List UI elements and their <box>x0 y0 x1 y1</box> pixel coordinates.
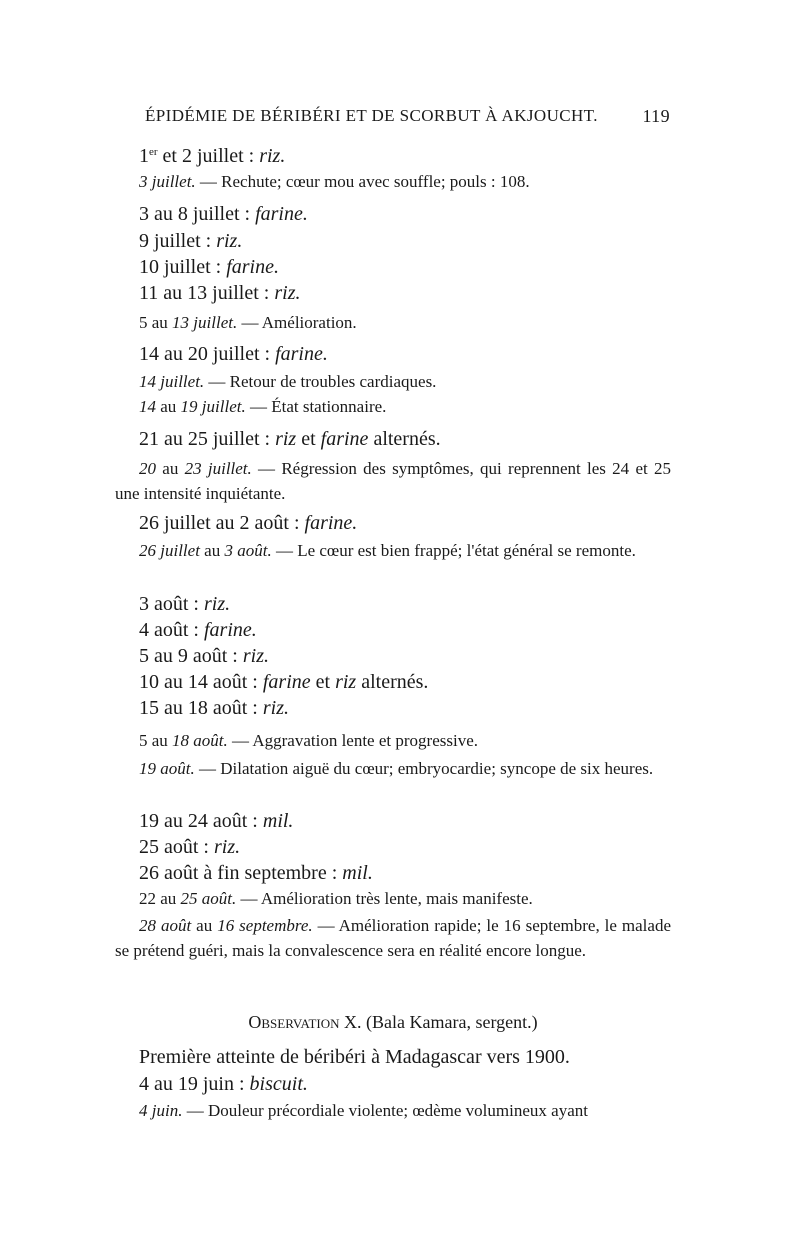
text-line: 5 au 13 juillet. — Amélioration. <box>139 313 357 332</box>
text-line: Première atteinte de béribéri à Madagascar vers 1900. <box>139 1046 570 1068</box>
text-line: 4 août : farine. <box>139 619 257 641</box>
text-line: 14 juillet. — Retour de troubles cardiaques. <box>139 372 437 391</box>
text-paragraph: 20 au 23 juillet. — Régression des symptômes, qui reprennent les 24 et 25 une intensité inquiétante. <box>115 459 671 503</box>
text-line: 4 au 19 juin : biscuit. <box>139 1073 308 1095</box>
text-line: 22 au 25 août. — Amélioration très lente, mais manifeste. <box>139 889 533 908</box>
text-line: 5 au 18 août. — Aggravation lente et progressive. <box>139 731 478 750</box>
running-title: ÉPIDÉMIE DE BÉRIBÉRI ET DE SCORBUT À AKJOUCHT. <box>145 106 598 125</box>
text-line: 3 juillet. — Rechute; cœur mou avec souffle; pouls : 108. <box>139 172 530 191</box>
text-line: 11 au 13 juillet : riz. <box>139 282 301 304</box>
text-line: 25 août : riz. <box>139 836 241 858</box>
text-line: 19 au 24 août : mil. <box>139 810 294 832</box>
text-line: 10 juillet : farine. <box>139 256 279 278</box>
running-header <box>145 106 670 130</box>
text-line: 15 au 18 août : riz. <box>139 697 289 719</box>
text-line: 3 au 8 juillet : farine. <box>139 203 308 225</box>
text-paragraph: 28 août au 16 septembre. — Amélioration rapide; le 16 septembre, le malade se prétend guéri, mais la convalescence sera en réalité encore longue. <box>115 916 671 960</box>
text-line: 26 août à fin septembre : mil. <box>139 862 373 884</box>
text-paragraph: 19 août. — Dilatation aiguë du cœur; embryocardie; syncope de six heures. <box>139 759 654 778</box>
text-line: 4 juin. — Douleur précordiale violente; œdème volumineux ayant <box>139 1101 588 1120</box>
observation-heading: Observation X. (Bala Kamara, sergent.) <box>248 1012 538 1032</box>
text-line: 9 juillet : riz. <box>139 230 243 252</box>
text-line: 14 au 20 juillet : farine. <box>139 343 328 365</box>
page-number: 119 <box>642 106 670 126</box>
text-line: 1er et 2 juillet : riz. <box>139 145 286 167</box>
text-line: 26 juillet au 2 août : farine. <box>139 512 358 534</box>
text-line: 5 au 9 août : riz. <box>139 645 269 667</box>
text-line: 21 au 25 juillet : riz et farine alternés. <box>139 428 441 450</box>
text-line: 14 au 19 juillet. — État stationnaire. <box>139 397 387 416</box>
text-line: 10 au 14 août : farine et riz alternés. <box>139 671 429 693</box>
text-paragraph: 26 juillet au 3 août. — Le cœur est bien frappé; l'état général se remonte. <box>139 541 636 560</box>
text-line: 3 août : riz. <box>139 593 231 615</box>
